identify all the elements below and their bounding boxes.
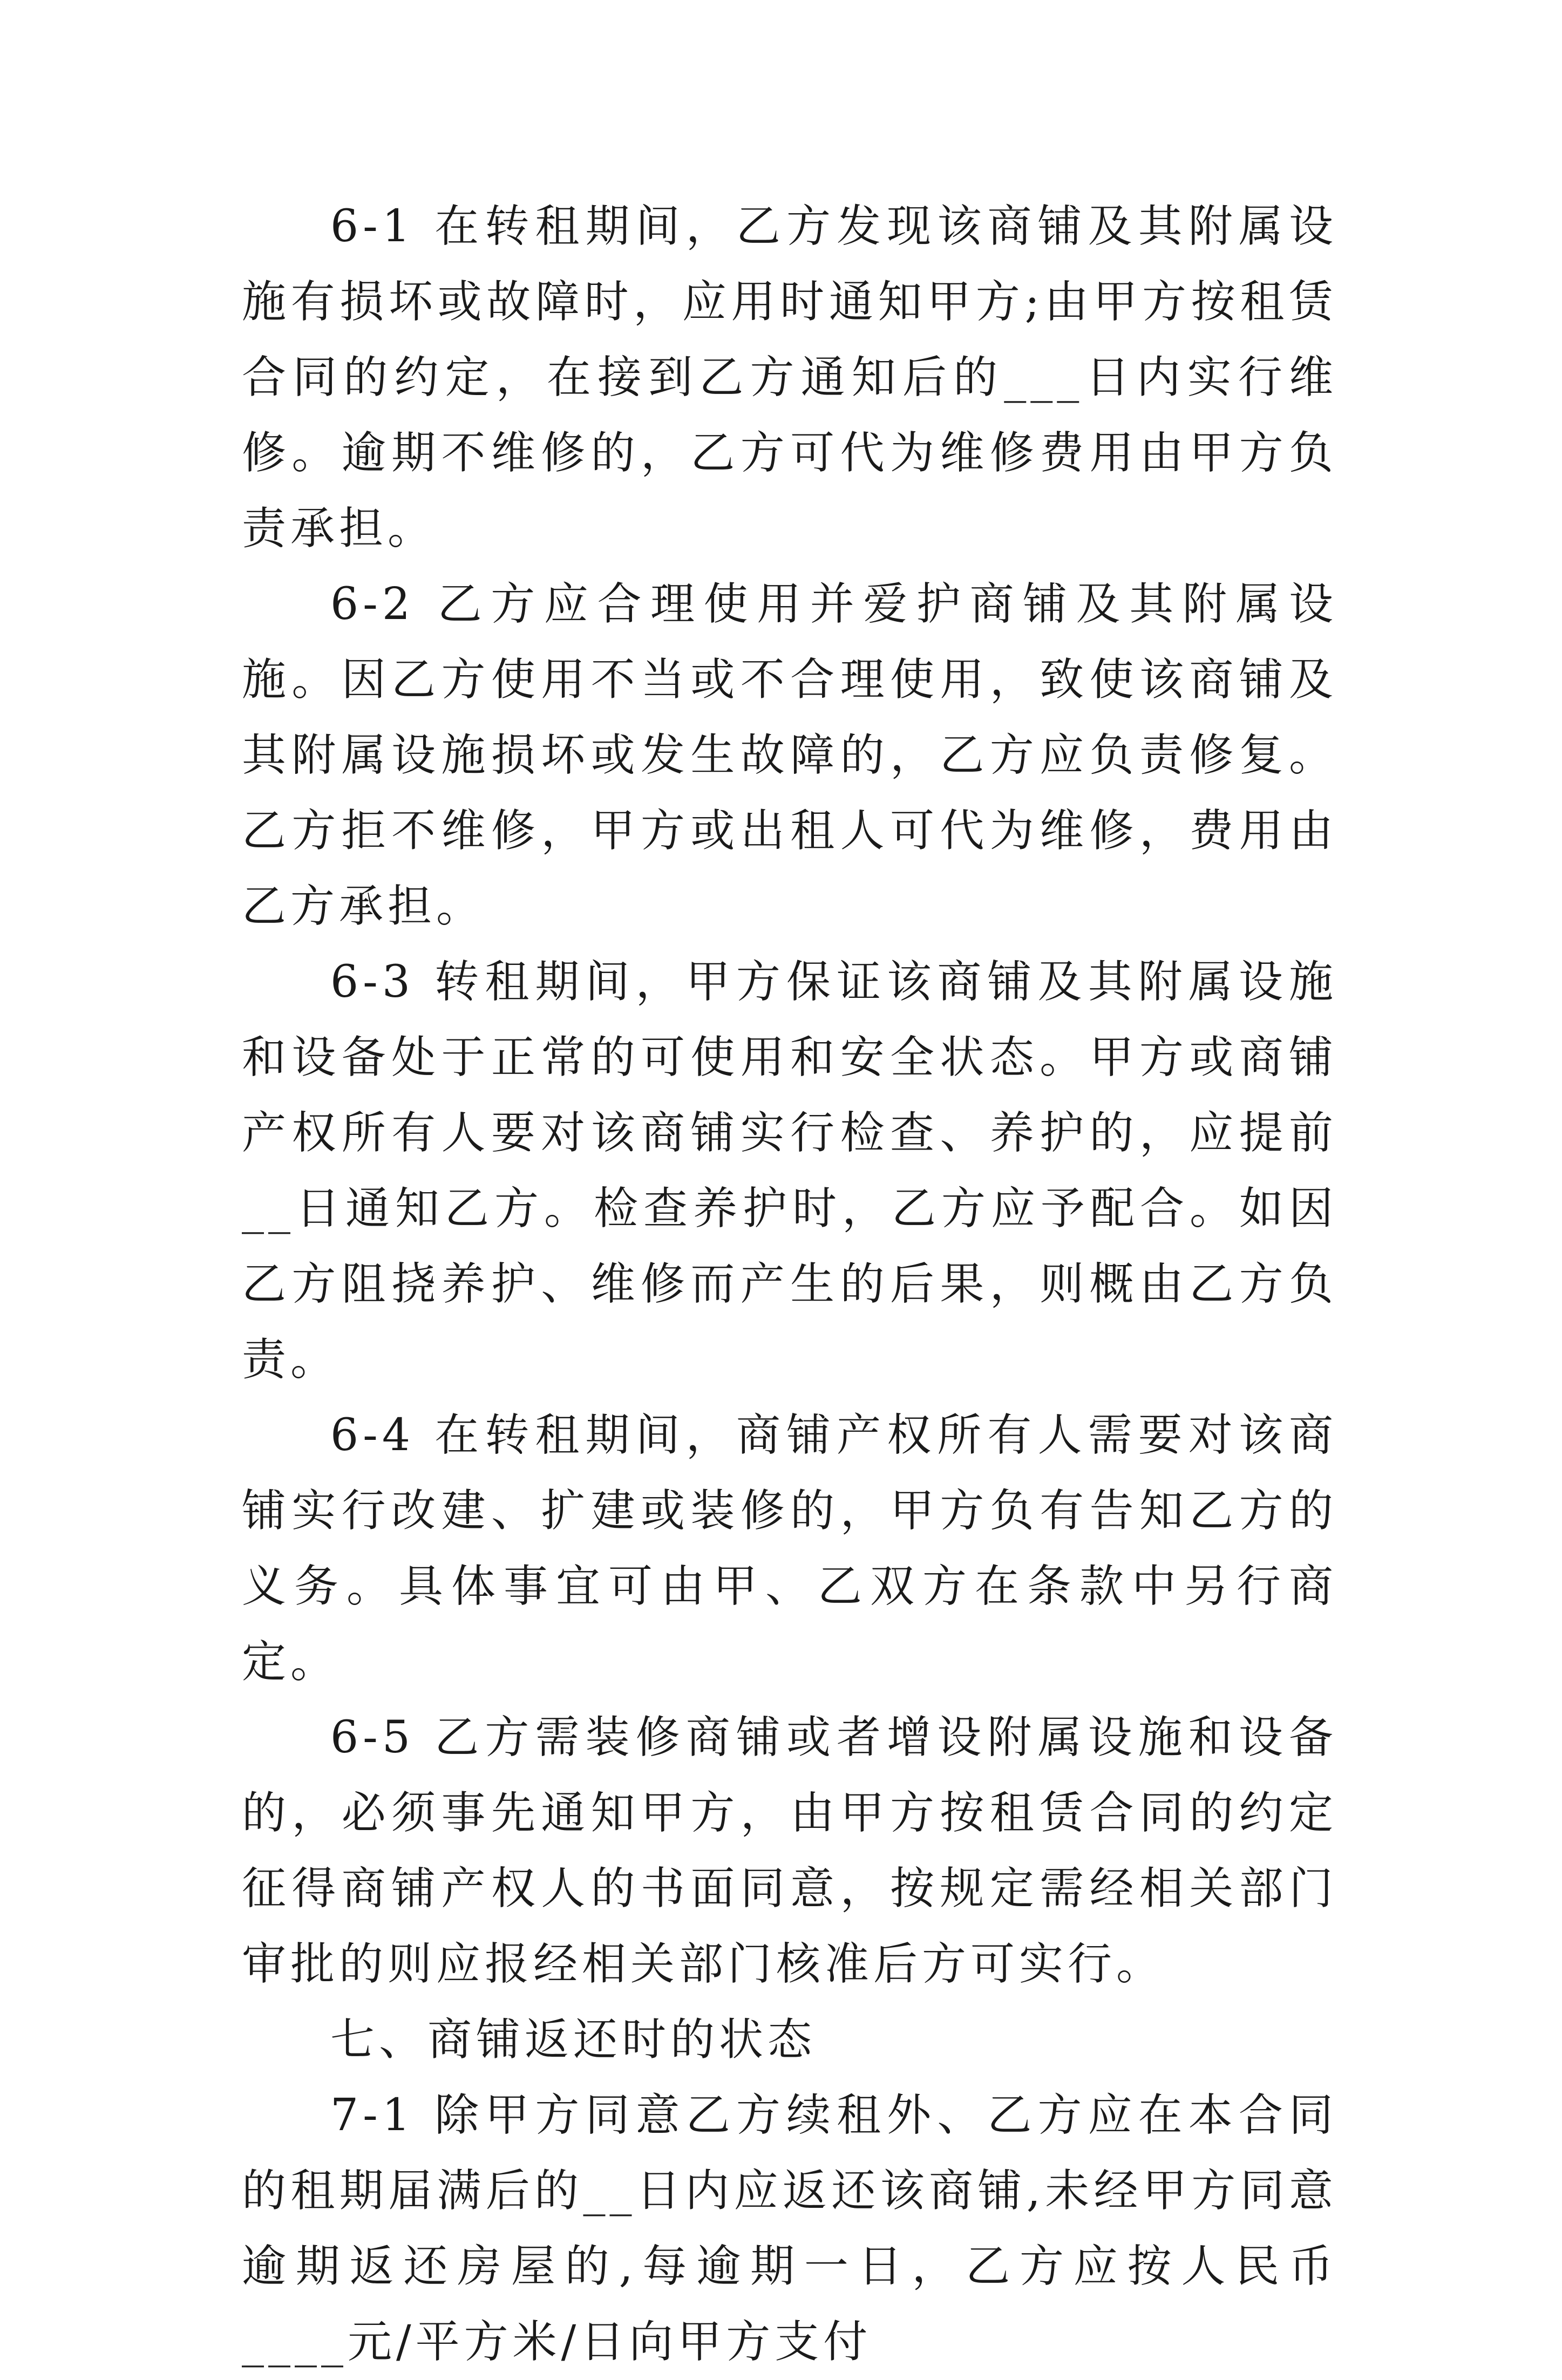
clause-6-5: 6-5 乙方需装修商铺或者增设附属设施和设备的，必须事先通知甲方，由甲方按租赁合同的约定征得商铺产权人的书面同意，按规定需经相关部门审批的则应报经相关部门核准后方可实行。 <box>242 1712 1337 1990</box>
clause-6-2: 6-2 乙方应合理使用并爱护商铺及其附属设施。因乙方使用不当或不合理使用，致使该商铺及其附属设施损坏或发生故障的，乙方应负责修复。乙方拒不维修，甲方或出租人可代为维修，费用由乙方承担。 <box>242 579 1337 932</box>
section-heading: 七、商铺返还时的状态 <box>330 2014 817 2065</box>
clause-6-4: 6-4 在转租期间，商铺产权所有人需要对该商铺实行改建、扩建或装修的，甲方负有告知乙方的义务。具体事宜可由甲、乙双方在条款中另行商定。 <box>242 1410 1337 1688</box>
clause-6-1: 6-1 在转租期间，乙方发现该商铺及其附属设施有损坏或故障时，应用时通知甲方;由甲方按租赁合同的约定，在接到乙方通知后的___日内实行维修。逾期不维修的，乙方可代为维修费用由甲方负责承担。 <box>242 201 1337 554</box>
clause-7-1: 7-1 除甲方同意乙方续租外、乙方应在本合同的租期届满后的__日内应返还该商铺,未经甲方同意逾期返还房屋的,每逾期一日，乙方应按人民币____元/平方米/日向甲方支付 <box>242 2090 1337 2368</box>
document-page <box>242 189 1337 2380</box>
clause-6-3: 6-3 转租期间，甲方保证该商铺及其附属设施和设备处于正常的可使用和安全状态。甲方或商铺产权所有人要对该商铺实行检查、养护的，应提前__日通知乙方。检查养护时，乙方应予配合。如因乙方阻挠养护、维修而产生的后果，则概由乙方负责。 <box>242 956 1337 1385</box>
